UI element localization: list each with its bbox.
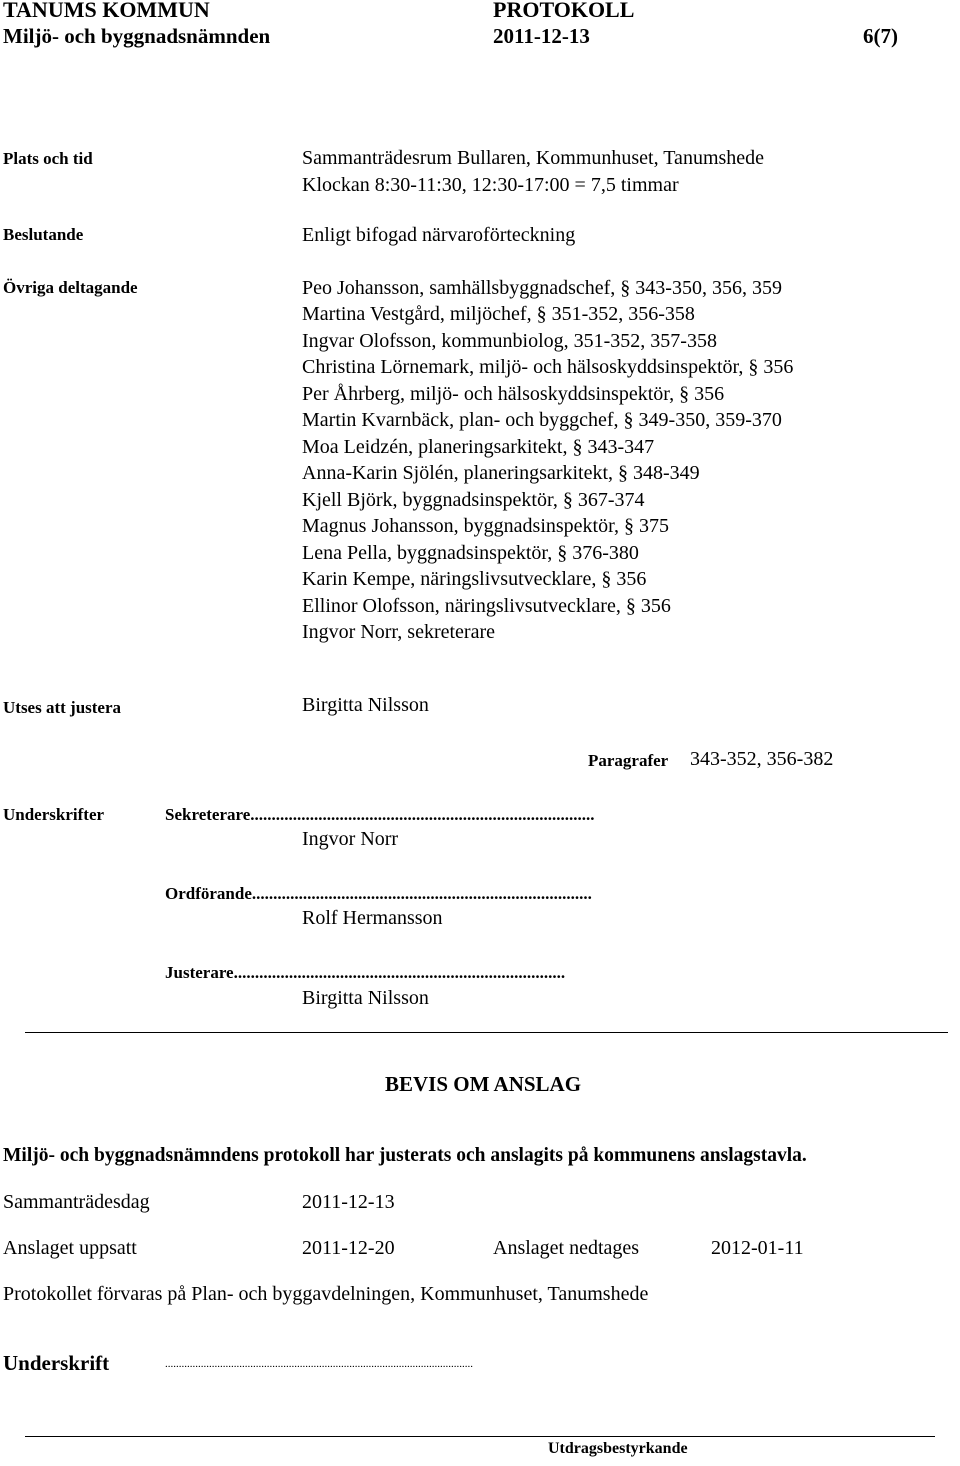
participant: Karin Kempe, näringslivsutvecklare, § 356 xyxy=(302,568,647,590)
meeting-details xyxy=(302,145,793,646)
deciding-value: Enligt bifogad närvaroförteckning xyxy=(302,224,576,246)
participant: Martin Kvarnbäck, plan- och byggchef, § 349-350, 359-370 xyxy=(302,409,782,431)
place-line: Sammanträdesrum Bullaren, Kommunhuset, Tanumshede xyxy=(302,147,765,169)
signatures-label: Underskrifter xyxy=(3,805,105,824)
participant: Kjell Björk, byggnadsinspektör, § 367-374 xyxy=(302,488,645,511)
adjuster-sign-name: Birgitta Nilsson xyxy=(302,987,429,1009)
notice-statement: Miljö- och byggnadsnämndens protokoll har justerats och anslagits på kommunens anslagstavla. xyxy=(3,1145,807,1166)
participant: Ingvar Olofsson, kommunbiolog, 351-352, 357-358 xyxy=(302,329,717,352)
secretary-name: Ingvor Norr xyxy=(302,828,399,850)
extract-label: Utdragsbestyrkande xyxy=(548,1440,688,1457)
notice-title: BEVIS OM ANSLAG xyxy=(385,1072,582,1096)
posted-label: Anslaget uppsatt xyxy=(3,1237,137,1259)
adjuster-label: Utses att justera xyxy=(3,698,122,717)
posted-value: 2011-12-20 xyxy=(302,1237,395,1259)
place-label: Plats och tid xyxy=(3,149,93,168)
doc-type: PROTOKOLL xyxy=(493,0,635,22)
participant: Per Åhrberg, miljö- och hälsoskyddsinspektör, § 356 xyxy=(302,382,725,405)
adjuster-value: Birgitta Nilsson xyxy=(302,694,429,716)
paragraphs-label: Paragrafer xyxy=(588,751,669,770)
signature-dots: ................................................................................................................ xyxy=(165,1358,473,1370)
deciding-label: Beslutande xyxy=(3,225,84,244)
chair-line: Ordförande................................................................................ xyxy=(165,884,592,903)
paragraphs-value: 343-352, 356-382 xyxy=(690,748,834,770)
removed-value: 2012-01-11 xyxy=(711,1237,804,1259)
removed-label: Anslaget nedtages xyxy=(493,1237,640,1259)
participant: Ellinor Olofsson, näringslivsutvecklare, § 356 xyxy=(302,594,671,617)
participant: Lena Pella, byggnadsinspektör, § 376-380 xyxy=(302,541,639,564)
footer-divider xyxy=(25,1436,935,1437)
participant: Peo Johansson, samhällsbyggnadschef, § 343-350, 356, 359 xyxy=(302,276,782,299)
others-label: Övriga deltagande xyxy=(3,278,138,297)
time-line: Klockan 8:30-11:30, 12:30-17:00 = 7,5 timmar xyxy=(302,173,679,196)
page-number: 6(7) xyxy=(863,24,898,48)
participant: Magnus Johansson, byggnadsinspektör, § 375 xyxy=(302,515,669,537)
participant: Anna-Karin Sjölén, planeringsarkitekt, § 348-349 xyxy=(302,462,700,484)
secretary-line: Sekreterare................................................................................. xyxy=(165,805,595,824)
header-date: 2011-12-13 xyxy=(493,24,590,48)
divider xyxy=(25,1032,948,1033)
participant: Martina Vestgård, miljöchef, § 351-352, 356-358 xyxy=(302,303,695,325)
participant: Christina Lörnemark, miljö- och hälsoskyddsinspektör, § 356 xyxy=(302,356,794,378)
storage-text: Protokollet förvaras på Plan- och byggavdelningen, Kommunhuset, Tanumshede xyxy=(3,1283,649,1305)
adjuster-sign-line: Justerare.............................................................................. xyxy=(165,963,566,982)
org-name: TANUMS KOMMUN xyxy=(3,0,210,22)
committee-name: Miljö- och byggnadsnämnden xyxy=(3,24,271,48)
meeting-date-value: 2011-12-13 xyxy=(302,1191,395,1213)
participant: Ingvor Norr, sekreterare xyxy=(302,621,495,643)
meeting-date-label: Sammanträdesdag xyxy=(3,1191,150,1213)
signature-label: Underskrift xyxy=(3,1351,110,1375)
chair-name: Rolf Hermansson xyxy=(302,907,443,929)
others-list xyxy=(302,275,793,646)
participant: Moa Leidzén, planeringsarkitekt, § 343-347 xyxy=(302,435,655,458)
